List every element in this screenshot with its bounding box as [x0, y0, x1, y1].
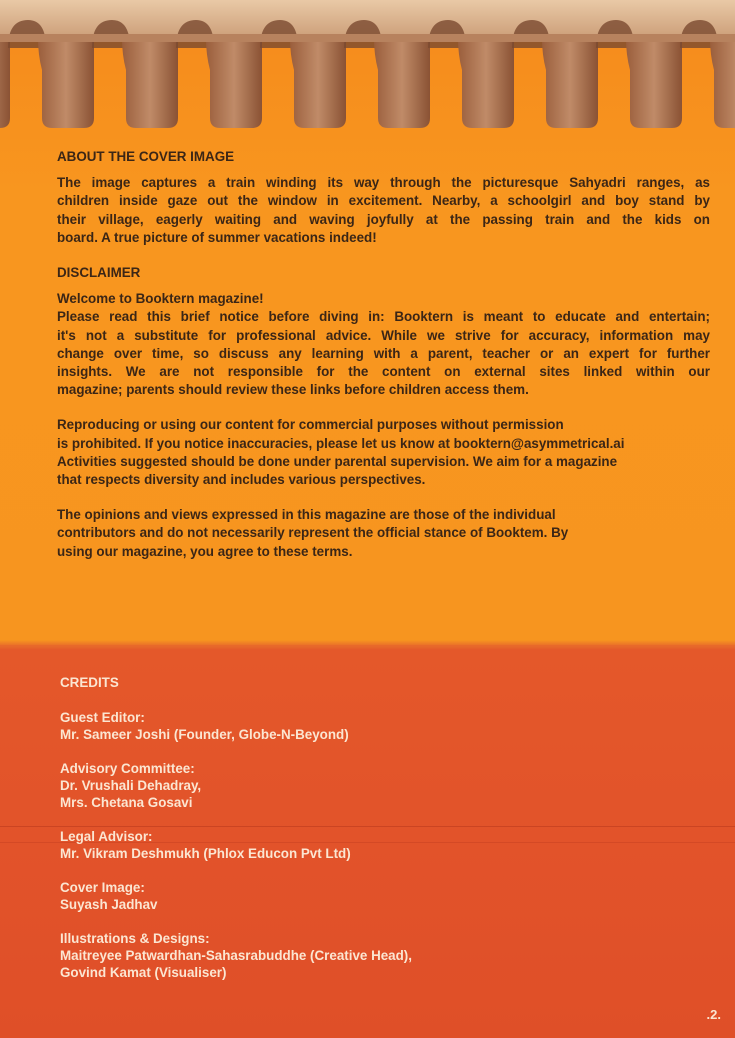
- credits-heading: CREDITS: [60, 675, 119, 690]
- credit-name: Suyash Jadhav: [60, 897, 158, 912]
- credit-group: [60, 760, 660, 811]
- disclaimer-heading: DISCLAIMER: [57, 265, 141, 280]
- text-line: that respects diversity and includes various perspectives.: [57, 472, 426, 488]
- text-line: contributors and do not necessarily represent the official stance of Booktem. By: [57, 525, 569, 541]
- credit-name: Maitreyee Patwardhan-Sahasrabuddhe (Creative Head),: [60, 948, 412, 963]
- cornice-bracket: [626, 38, 682, 128]
- cornice-bracket: [0, 38, 10, 128]
- cornice-image: [0, 0, 735, 135]
- credit-role: Legal Advisor:: [60, 829, 153, 844]
- text-line: insights. We are not responsible for the content on external sites linked within our: [57, 364, 710, 380]
- cornice-bracket: [458, 38, 514, 128]
- cornice-bracket: [542, 38, 598, 128]
- text-line: Welcome to Booktern magazine!: [57, 291, 264, 307]
- cornice-bracket: [710, 38, 735, 128]
- text-line: children inside gaze out the window in excitement. Nearby, a schoolgirl and boy stand by: [57, 193, 710, 209]
- credit-group: [60, 879, 660, 913]
- text-line: Please read this brief notice before diving in: Booktern is meant to educate and entertain;: [57, 309, 710, 325]
- text-line: Activities suggested should be done under parental supervision. We aim for a magazine: [57, 453, 618, 469]
- credit-role: Advisory Committee:: [60, 761, 195, 776]
- cornice-ledge: [0, 34, 735, 42]
- credits-section: [60, 674, 660, 998]
- disclaimer-section: [57, 264, 710, 561]
- text-line: Reproducing or using our content for commercial purposes without permission: [57, 417, 564, 433]
- page-number: .2.: [706, 1007, 721, 1022]
- text-line: magazine; parents should review these links before children access them.: [57, 382, 529, 398]
- credit-name: Govind Kamat (Visualiser): [60, 965, 227, 980]
- text-line: The opinions and views expressed in this magazine are those of the individual: [57, 507, 556, 523]
- credit-role: Guest Editor:: [60, 710, 145, 725]
- cornice-bracket: [122, 38, 178, 128]
- cornice-bracket: [206, 38, 262, 128]
- text-line: change over time, so discuss any learning with a parent, teacher or an expert for further: [57, 345, 710, 361]
- text-line: The image captures a train winding its way through the picturesque Sahyadri ranges, as: [57, 175, 710, 191]
- credit-name: Dr. Vrushali Dehadray,: [60, 778, 202, 793]
- credit-role: Illustrations & Designs:: [60, 931, 210, 946]
- cornice-bracket: [374, 38, 430, 128]
- about-section: [57, 148, 710, 247]
- cornice-bracket: [290, 38, 346, 128]
- credit-group: [60, 828, 660, 862]
- text-line: their village, eagerly waiting and waving joyfully at the passing train and the kids on: [57, 211, 710, 227]
- credit-role: Cover Image:: [60, 880, 145, 895]
- credit-name: Mr. Vikram Deshmukh (Phlox Educon Pvt Ltd): [60, 846, 351, 861]
- about-heading: ABOUT THE COVER IMAGE: [57, 149, 235, 164]
- credit-group: [60, 709, 660, 743]
- text-line: using our magazine, you agree to these terms.: [57, 543, 353, 559]
- text-line: it's not a substitute for professional advice. While we strive for accuracy, information may: [57, 327, 710, 343]
- credit-name: Mr. Sameer Joshi (Founder, Globe-N-Beyond): [60, 727, 349, 742]
- credit-group: [60, 930, 660, 981]
- credit-name: Mrs. Chetana Gosavi: [60, 795, 193, 810]
- cornice-bracket: [38, 38, 94, 128]
- text-line: is prohibited. If you notice inaccuracies, please let us know at booktern@asymmetrical.ai: [57, 435, 625, 451]
- text-line: board. A true picture of summer vacations indeed!: [57, 229, 377, 245]
- wall-edge: [0, 640, 735, 650]
